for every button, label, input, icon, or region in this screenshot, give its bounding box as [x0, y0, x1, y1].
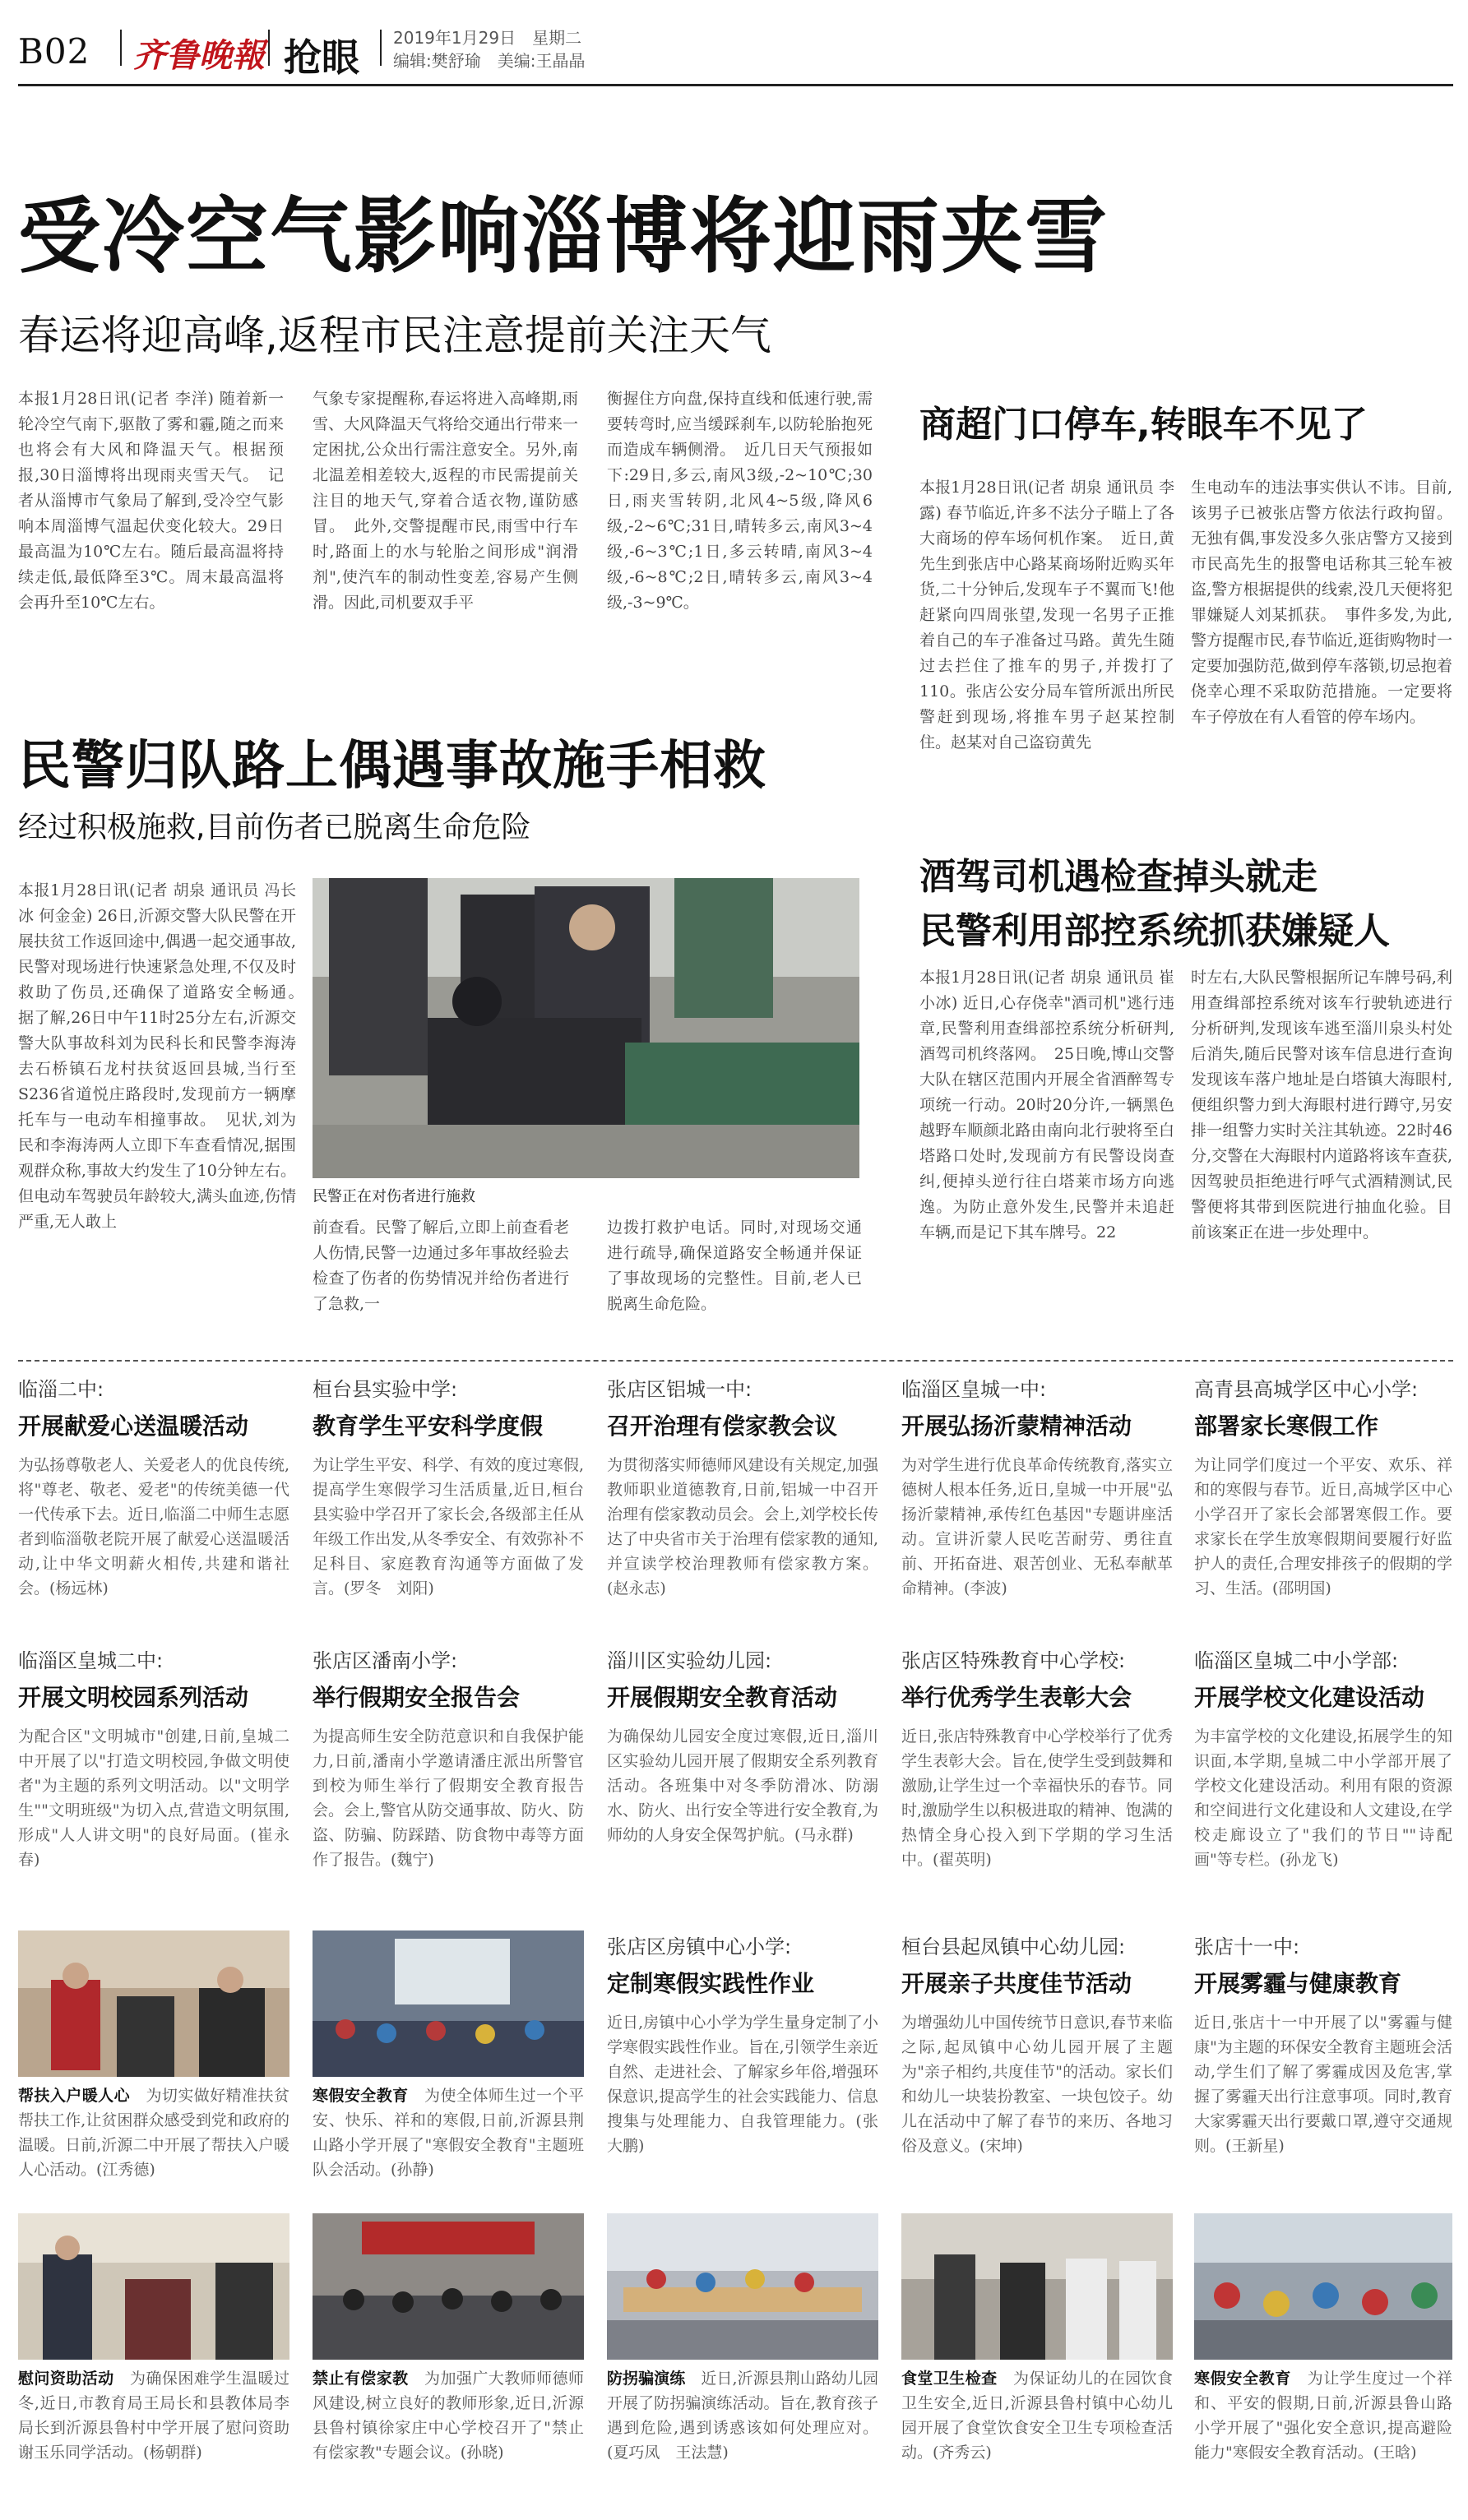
drunk-col-1: 本报1月28日讯(记者 胡泉 通讯员 崔小冰) 近日,心存侥幸"酒司机"逃行违章,民警利用查缉部控系统分析研判,酒驾司机终落网。 25日晚,博山交警大队在辖区范围内开展全省酒醉驾专项统一行动。20时20分许,一辆黑色越野车顺颜北路由南向北行驶将至白塔路口处时,发现前方有民警设岗查纠,便掉头逆行往白塔莱市场方向逃逸。为防止意外发生,民警并未追赶车辆,而是记下其车牌号。22 [919, 969, 1174, 1242]
brief-title: 举行优秀学生表彰大会 [901, 1684, 1132, 1711]
section-divider [18, 1360, 1453, 1362]
brief-card [313, 1644, 584, 1921]
police-col-2: 前查看。民警了解后,立即上前查看老人伤情,民警一边通过多年事故经验去检查了伤者的伤势情况并给伤者进行了急救,一 [313, 1218, 569, 1313]
brief-title: 开展学校文化建设活动 [1194, 1684, 1425, 1711]
brief-text: 近日,张店十一中开展了以"雾霾与健康"为主题的环保安全教育主题班会活动,学生们了解了雾霾成因及危害,掌握了雾霾天出行注意事项。同时,教育大家雾霾天出行要戴口罩,遵守交通规则。(王新星) [1194, 2014, 1452, 2155]
photo-brief [18, 2083, 289, 2205]
brief-title: 教育学生平安科学度假 [313, 1413, 544, 1440]
brief-text: 近日,张店特殊教育中心学校举行了优秀学生表彰大会。旨在,使学生受到鼓舞和激励,让学生过一个幸福快乐的春节。同时,激励学生以积极进取的精神、饱满的热情全身心投入到下学期的学习生活中。(翟英明) [901, 1727, 1173, 1869]
brief-tag: 桓台县起凤镇中心幼儿园: [901, 1935, 1126, 1958]
brief-title: 开展假期安全教育活动 [607, 1684, 838, 1711]
photo-brief [313, 2366, 584, 2506]
photo-brief-title: 寒假安全教育 [313, 2087, 409, 2105]
photo-brief-text: 为切实做好精准扶贫帮扶工作,让贫困群众感受到党和政府的温暖。日前,沂源二中开展了帮扶入户暖人心活动。(江秀德) [18, 2087, 289, 2179]
photo-brief-title: 慰问资助活动 [18, 2370, 114, 2388]
police-rescue-photo [313, 878, 859, 1178]
brief-text: 为弘扬尊敬老人、关爱老人的优良传统,将"尊老、敬老、爱老"的传统美德一代一代传承下去。近日,临淄二中师生志愿者到临淄敬老院开展了献爱心送温暖活动,让中华文明薪火相传,共建和谐社会。(杨远林) [18, 1456, 289, 1598]
car-headline: 商超门口停车,转眼车不见了 [919, 404, 1368, 446]
brief-tag: 临淄区皇城一中: [901, 1378, 1047, 1401]
police-col-3: 边拨打救护电话。同时,对现场交通进行疏导,确保道路安全畅通并保证了事故现场的完整性。目前,老人已脱离生命危险。 [607, 1218, 862, 1313]
brief-card [607, 1644, 878, 1921]
classroom-photo [313, 1930, 584, 2077]
brief-card [607, 1373, 878, 1625]
brief-text: 为提高师生安全防范意识和自我保护能力,日前,潘南小学邀请潘庄派出所警官到校为师生举行了假期安全教育报告会。会上,警官从防交通事故、防火、防盗、防骗、防踩踏、防食物中毒等方面作了报告。(魏宁) [313, 1727, 584, 1869]
police-subhead: 经过积极施救,目前伤者已脱离生命危险 [18, 811, 531, 844]
brief-tag: 桓台县实验中学: [313, 1378, 458, 1401]
brief-card [18, 1373, 289, 1625]
lead-col-3: 衡握住方向盘,保持直线和低速行驶,需要转弯时,应当缓踩刹车,以防轮胎抱死而造成车辆侧滑。 近几日天气预报如下:29日,多云,南风3级,-2~10℃;30日,雨夹雪转阴,北风4~5级,降风6级,-2~6℃;31日,晴转多云,南风3~4级,-6~3℃;1日,多云转晴,南风3~4级,-6~8℃;2日,晴转多云,南风3~4级,-3~9℃。 [607, 390, 873, 612]
police-headline: 民警归队路上偶遇事故施手相救 [18, 736, 766, 797]
lead-col-2: 气象专家提醒称,春运将进入高峰期,雨雪、大风降温天气将给交通出行带来一定困扰,公众出行需注意安全。另外,南北温差相差较大,返程的市民需提前关注目的地天气,穿着合适衣物,谨防感冒。 此外,交警提醒市民,雨雪中行车时,路面上的水与轮胎之间形成"润滑剂",使汽车的制动性变差,容易产生侧滑。因此,司机要双手平 [313, 390, 579, 612]
canteen-photo [901, 2213, 1173, 2360]
brief-title: 开展亲子共度佳节活动 [901, 1970, 1132, 1997]
photo-brief [1194, 2366, 1452, 2506]
brief-title: 定制寒假实践性作业 [607, 1970, 815, 1997]
brief-text: 为让学生平安、科学、有效的度过寒假,提高学生寒假学习生活质量,近日,桓台县实验中学召开了家长会,各级部主任从年级工作出发,从冬季安全、有效弥补不足科目、家庭教育沟通等方面做了发言。(罗冬 刘阳) [313, 1456, 584, 1598]
brief-tag: 张店区房镇中心小学: [607, 1935, 792, 1958]
brief-title: 举行假期安全报告会 [313, 1684, 521, 1711]
header-divider [268, 30, 270, 66]
brief-title: 部署家长寒假工作 [1194, 1413, 1379, 1440]
brief-card [607, 1930, 878, 2208]
visit-aid-photo [18, 2213, 289, 2360]
car-col-2: 生电动车的违法事实供认不讳。目前,该男子已被张店警方依法行政拘留。无独有偶,事发没多久张店警方又接到市民高先生的报警电话称其三轮车被盗,警方根据提供的线索,没几天便将犯罪嫌疑人刘某抓获。 事件多发,为此,警方提醒市民,春节临近,逛街购物时一定要加强防范,做到停车落锁,切忌抱着侥幸心理不采取防范措施。一定要将车子停放在有人看管的停车场内。 [1191, 479, 1452, 726]
safety-class-photo [1194, 2213, 1452, 2360]
brief-title: 召开治理有偿家教会议 [607, 1413, 838, 1440]
brief-card [901, 1644, 1173, 1921]
photo-brief-title: 帮扶入户暖人心 [18, 2087, 131, 2105]
brief-text: 为贯彻落实师德师风建设有关规定,加强教师职业道德教育,日前,铝城一中召开治理有偿家教动员会。会上,刘学校长传达了中央省市关于治理有偿家教的通知,并宣读学校治理教师有偿家教方案。(赵永志) [607, 1456, 878, 1598]
photo-brief-text: 近日,沂源县荆山路幼儿园开展了防拐骗演练活动。旨在,教育孩子遇到危险,遇到诱惑该如何处理应对。(夏巧凤 王法慧) [607, 2370, 878, 2462]
police-col-1: 本报1月28日讯(记者 胡泉 通讯员 冯长冰 何金金) 26日,沂源交警大队民警在开展扶贫工作返回途中,偶遇一起交通事故,民警对现场进行快速紧急处理,不仅及时救助了伤员,还确保了道路安全畅通。 据了解,26日中午11时25分左右,沂源交警大队事故科刘为民科长和民警李海涛去石桥镇石龙村扶贫返回县城,当行至S236省道悦庄路段时,发现前方一辆摩托车与一电动车相撞事故。 见状,刘为民和李海涛两人立即下车查看情况,据围观群众称,事故大约发生了10分钟左右。但电动车驾驶员年龄较大,满头血迹,伤情严重,无人敢上 [18, 881, 313, 1231]
photo-brief [607, 2366, 878, 2506]
photo-brief-text: 为加强广大教师师德师风建设,树立良好的教师形象,近日,沂源县鲁村镇徐家庄中心学校召开了"禁止有偿家教"专题会议。(孙晓) [313, 2370, 584, 2462]
date-line: 2019年1月29日 星期二 [393, 28, 582, 48]
section-code: B02 [18, 31, 90, 72]
brief-title: 开展献爱心送温暖活动 [18, 1413, 249, 1440]
brief-card [901, 1930, 1173, 2208]
lead-subhead: 春运将迎高峰,返程市民注意提前关注天气 [18, 312, 771, 359]
brief-card [1194, 1930, 1452, 2208]
photo-brief-title: 寒假安全教育 [1194, 2370, 1291, 2388]
photo-brief-text: 为让学生度过一个祥和、平安的假期,日前,沂源县鲁山路小学开展了"强化安全意识,提高避险能力"寒假安全教育活动。(王晗) [1194, 2370, 1452, 2462]
drill-photo [607, 2213, 878, 2360]
brief-text: 为确保幼儿园安全度过寒假,近日,淄川区实验幼儿园开展了假期安全系列教育活动。各班集中对冬季防滑冰、防溺水、防火、出行安全等进行安全教育,为师幼的人身安全保驾护航。(马永群) [607, 1727, 878, 1844]
brief-text: 为增强幼儿中国传统节日意识,春节来临之际,起凤镇中心幼儿园开展了主题为"亲子相约,共度佳节"的活动。家长们和幼儿一块装扮教室、一块包饺子。幼儿在活动中了解了春节的来历、各地习俗及意义。(宋坤) [901, 2014, 1173, 2155]
brief-tag: 临淄二中: [18, 1378, 104, 1401]
editor-line: 编辑:樊舒瑜 美编:王晶晶 [393, 51, 586, 71]
brief-text: 为配合区"文明城市"创建,日前,皇城二中开展了以"打造文明校园,争做文明使者"为主题的系列文明活动。以"文明学生""文明班级"为切入点,营造文明氛围,形成"人人讲文明"的良好局面。(崔永春) [18, 1727, 289, 1869]
brief-title: 开展雾霾与健康教育 [1194, 1970, 1402, 1997]
poverty-visit-photo [18, 1930, 289, 2077]
meeting-photo [313, 2213, 584, 2360]
photo-brief-title: 食堂卫生检查 [901, 2370, 998, 2388]
brief-tag: 临淄区皇城二中: [18, 1649, 164, 1672]
brief-text: 为对学生进行优良革命传统教育,落实立德树人根本任务,近日,皇城一中开展"弘扬沂蒙精神,承传红色基因"专题讲座活动。宣讲沂蒙人民吃苦耐劳、勇往直前、开拓奋进、艰苦创业、无私奉献革命精神。(李波) [901, 1456, 1173, 1598]
photo-brief [901, 2366, 1173, 2506]
photo-brief-title: 禁止有偿家教 [313, 2370, 409, 2388]
header-divider [120, 30, 122, 66]
photo-brief-title: 防拐骗演练 [607, 2370, 686, 2388]
brief-tag: 张店区潘南小学: [313, 1649, 458, 1672]
police-photo-caption: 民警正在对伤者进行施救 [313, 1188, 475, 1205]
brief-card [18, 1644, 289, 1921]
brief-text: 为丰富学校的文化建设,拓展学生的知识面,本学期,皇城二中小学部开展了学校文化建设活动。利用有限的资源和空间进行文化建设和人文建设,在学校走廊设立了"我们的节日""诗配画"等专栏。(孙龙飞) [1194, 1727, 1452, 1869]
brief-card [901, 1373, 1173, 1625]
photo-brief [18, 2366, 289, 2506]
brief-text: 为让同学们度过一个平安、欢乐、祥和的寒假与春节。近日,高城学区中心小学召开了家长会部署寒假工作。要求家长在学生放寒假期间要履行好监护人的责任,合理安排孩子的假期的学习、生活。(邵明国) [1194, 1456, 1452, 1598]
brief-tag: 高青县高城学区中心小学: [1194, 1378, 1419, 1401]
drunk-headline-2: 民警利用部控系统抓获嫌疑人 [919, 910, 1390, 952]
brief-card [1194, 1373, 1452, 1625]
section-label: 抢眼 [284, 35, 359, 80]
brief-card [313, 1373, 584, 1625]
brief-tag: 临淄区皇城二中小学部: [1194, 1649, 1399, 1672]
brief-tag: 淄川区实验幼儿园: [607, 1649, 772, 1672]
photo-brief-text: 为确保困难学生温暖过冬,近日,市教育局王局长和县教体局李局长到沂源县鲁村中学开展了慰问资助谢玉乐同学活动。(杨朝群) [18, 2370, 289, 2462]
car-col-1: 本报1月28日讯(记者 胡泉 通讯员 李露) 春节临近,许多不法分子瞄上了各大商场的停车场何机作案。 近日,黄先生到张店中心路某商场附近购买年货,二十分钟后,发现车子不翼而飞!他赶紧向四周张望,发现一名男子正推着自己的车子准备过马路。黄先生随过去拦住了推车的男子,并拨打了110。张店公安分局车管所派出所民警赶到现场,将推车男子赵某控制住。赵某对自己盗窃黄先 [919, 479, 1174, 751]
header-divider [380, 30, 382, 66]
brief-title: 开展弘扬沂蒙精神活动 [901, 1413, 1132, 1440]
brief-text: 近日,房镇中心小学为学生量身定制了小学寒假实践性作业。旨在,引领学生亲近自然、走进社会、了解家乡年俗,增强环保意识,提高学生的社会实践能力、信息搜集与处理能力、自我管理能力。(张大鹏) [607, 2014, 878, 2155]
brief-card [1194, 1644, 1452, 1921]
brief-tag: 张店区特殊教育中心学校: [901, 1649, 1126, 1672]
brief-title: 开展文明校园系列活动 [18, 1684, 249, 1711]
photo-brief-text: 为保证幼儿的在园饮食卫生安全,近日,沂源县鲁村镇中心幼儿园开展了食堂饮食安全卫生专项检查活动。(齐秀云) [901, 2370, 1173, 2462]
lead-col-1: 本报1月28日讯(记者 李洋) 随着新一轮冷空气南下,驱散了雾和霾,随之而来也将会有大风和降温天气。根据预报,30日淄博将出现雨夹雪天气。 记者从淄博市气象局了解到,受冷空气影响本周淄博气温起伏变化较大。29日最高温为10℃左右。随后最高温将持续走低,最低降至3℃。周末最高温将会再升至10℃左右。 [18, 390, 284, 612]
paper-name: 齐鲁晚報 [133, 36, 265, 75]
drunk-col-2: 时左右,大队民警根据所记车牌号码,利用查缉部控系统对该车行驶轨迹进行分析研判,发现该车逃至淄川泉头村处后消失,随后民警对该车信息进行查询发现该车落户地址是白塔镇大海眼村,便组织警力到大海眼村进行蹲守,另安排一组警力实时关注其轨迹。22时46分,交警在大海眼村内道路将该车查获,因驾驶员拒绝进行呼气式酒精测试,民警便将其带到医院进行抽血化验。目前该案正在进一步处理中。 [1191, 969, 1452, 1242]
header-rule [18, 84, 1453, 86]
photo-brief [313, 2083, 584, 2205]
drunk-headline-1: 酒驾司机遇检查掉头就走 [919, 856, 1317, 898]
brief-tag: 张店区铝城一中: [607, 1378, 753, 1401]
lead-headline: 受冷空气影响淄博将迎雨夹雪 [18, 188, 1109, 284]
brief-tag: 张店十一中: [1194, 1935, 1300, 1958]
photo-brief-text: 为使全体师生过一个平安、快乐、祥和的寒假,日前,沂源县荆山路小学开展了"寒假安全教育"主题班队会活动。(孙静) [313, 2087, 584, 2179]
